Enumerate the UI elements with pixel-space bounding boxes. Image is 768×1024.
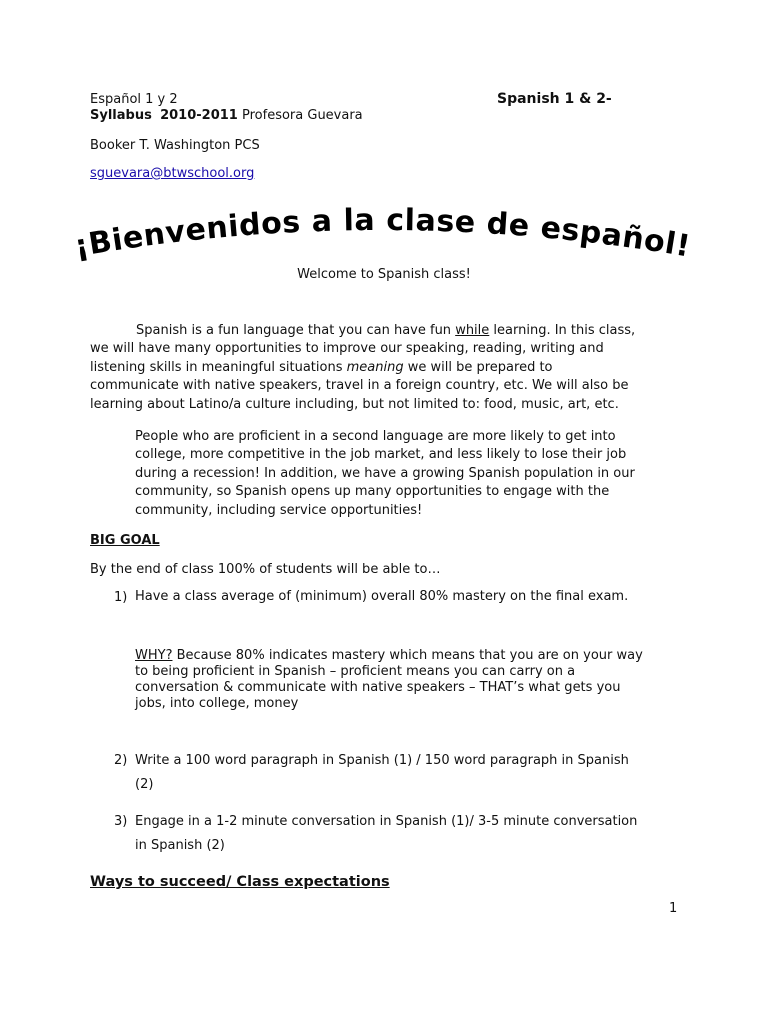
big-goal-heading: BIG GOAL xyxy=(90,533,160,548)
why-text: Because 80% indicates mastery which means that you are on your way xyxy=(172,648,643,663)
teacher-name: Profesora Guevara xyxy=(242,108,363,123)
course-title-right: Spanish 1 & 2- xyxy=(497,91,612,107)
why-label: WHY? xyxy=(135,648,173,663)
goal-item-1: Have a class average of (minimum) overall 80% mastery on the final exam. xyxy=(135,589,629,604)
ways-heading: Ways to succeed/ Class expectations xyxy=(90,874,390,890)
goal-item-3-number: 3) xyxy=(114,814,128,829)
intro-text: Spanish is a fun language that you can have fun xyxy=(136,323,456,338)
proficient-line: community, so Spanish opens up many opportunities to engage with the xyxy=(135,484,610,500)
intro-text: we will be prepared to xyxy=(403,359,553,375)
goal-item-2 xyxy=(135,749,629,797)
goal-item-3-line: Engage in a 1-2 minute conversation in Spanish (1)/ 3-5 minute conversation xyxy=(135,814,638,829)
syllabus-year: 2010-2011 xyxy=(160,108,238,123)
proficient-line: community, including service opportunities! xyxy=(135,502,423,518)
banner-title: ¡Bienvenidos a la clase de español! xyxy=(71,202,693,265)
intro-while: while xyxy=(455,323,490,338)
welcome-subtitle: Welcome to Spanish class! xyxy=(297,267,471,282)
why-paragraph xyxy=(135,648,643,712)
welcome-banner xyxy=(70,196,700,276)
goal-item-2-line: Write a 100 word paragraph in Spanish (1) / 150 word paragraph in Spanish xyxy=(135,753,629,768)
why-line: to being proficient in Spanish – proficient means you can carry on a xyxy=(135,664,576,679)
goal-item-3 xyxy=(135,810,637,858)
school-name: Booker T. Washington PCS xyxy=(90,138,260,153)
syllabus-line xyxy=(90,108,363,123)
proficient-line: People who are proficient in a second language are more likely to get into xyxy=(135,429,616,444)
syllabus-label: Syllabus xyxy=(90,108,152,123)
page-number: 1 xyxy=(669,901,678,916)
intro-line: communicate with native speakers, travel in a foreign country, etc. We will also be xyxy=(90,378,629,394)
intro-paragraph xyxy=(90,322,635,414)
goal-item-1-number: 1) xyxy=(114,590,128,605)
intro-text: learning. In this class, xyxy=(489,323,636,338)
proficient-line: during a recession! In addition, we have a growing Spanish population in our xyxy=(135,465,635,481)
proficient-line: college, more competitive in the job market, and less likely to lose their job xyxy=(135,447,627,463)
intro-line: we will have many opportunities to improve our speaking, reading, writing and xyxy=(90,341,604,357)
teacher-email-link[interactable]: sguevara@btwschool.org xyxy=(90,166,255,181)
why-line: conversation & communicate with native speakers – THAT’s what gets you xyxy=(135,680,621,695)
big-goal-intro: By the end of class 100% of students will be able to… xyxy=(90,562,441,577)
goal-item-3-line: in Spanish (2) xyxy=(135,838,225,853)
intro-line: learning about Latino/a culture including, but not limited to: food, music, art, etc. xyxy=(90,396,619,412)
proficient-paragraph xyxy=(135,428,635,520)
intro-text: listening skills in meaningful situations xyxy=(90,359,347,375)
course-title-left: Español 1 y 2 xyxy=(90,92,178,107)
goal-item-2-line: (2) xyxy=(135,777,154,792)
goal-item-2-number: 2) xyxy=(114,753,128,768)
why-line: jobs, into college, money xyxy=(135,696,299,711)
intro-meaning: meaning xyxy=(346,359,404,375)
